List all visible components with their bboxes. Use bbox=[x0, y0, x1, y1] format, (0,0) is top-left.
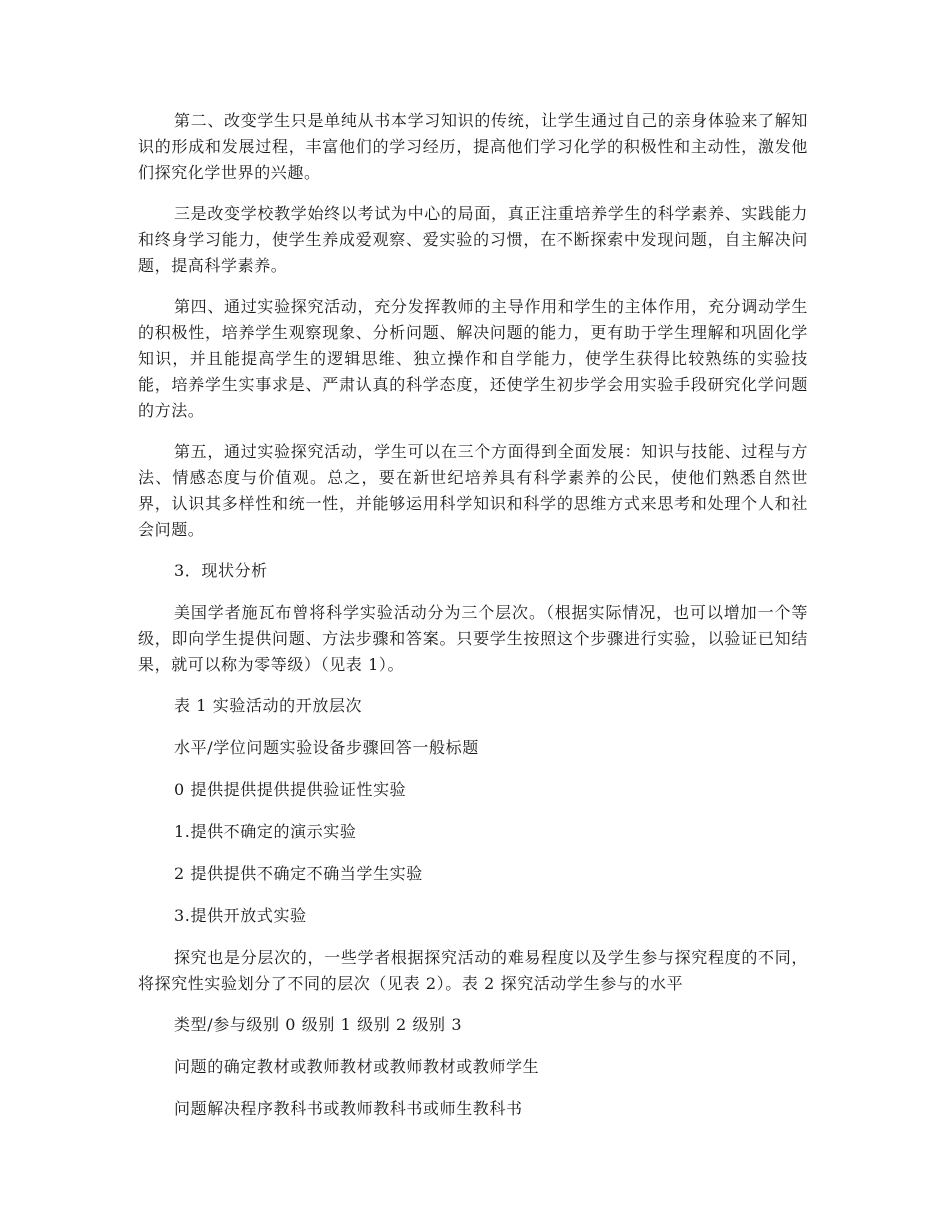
paragraph-inquiry-levels: 探究也是分层次的，一些学者根据探究活动的难易程度以及学生参与探究程度的不同，将探究性实验划分了不同的层次（见表 2）。表 2 探究活动学生参与的水平 bbox=[138, 948, 808, 993]
table-1-row-3: 3.提供开放式实验 bbox=[174, 906, 307, 925]
paragraph-third-point: 三是改变学校教学始终以考试为中心的局面，真正注重培养学生的科学素养、实践能力和终身学习能力，使学生养成爱观察、爱实验的习惯，在不断探索中发现问题，自主解决问题，提高科学素养。 bbox=[138, 204, 808, 275]
table-2-row-procedure: 问题解决程序教科书或教师教科书或师生教科书 bbox=[174, 1099, 523, 1118]
table-1-row-1: 1.提供不确定的演示实验 bbox=[174, 822, 357, 841]
table-1-header-row: 水平/学位问题实验设备步骤回答一般标题 bbox=[174, 738, 479, 757]
paragraph-schwab-levels: 美国学者施瓦布曾将科学实验活动分为三个层次。（根据实际情况，也可以增加一个等级，即向学生提供问题、方法步骤和答案。只要学生按照这个步骤进行实验，以验证已知结果，就可以称为零等级）（见表 1）。 bbox=[138, 603, 808, 674]
table-1-caption: 表 1 实验活动的开放层次 bbox=[174, 696, 363, 715]
paragraph-fourth-point: 第四、通过实验探究活动，充分发挥教师的主导作用和学生的主体作用，充分调动学生的积极性，培养学生观察现象、分析问题、解决问题的能力，更有助于学生理解和巩固化学知识，并且能提高学生的逻辑思维、独立操作和自学能力，使学生获得比较熟练的实验技能，培养学生实事求是、严肃认真的科学态度，还使学生初步学会用实验手段研究化学问题的方法。 bbox=[138, 297, 808, 420]
paragraph-fifth-point: 第五，通过实验探究活动，学生可以在三个方面得到全面发展：知识与技能、过程与方法、情感态度与价值观。总之，要在新世纪培养具有科学素养的公民，使他们熟悉自然世界，认识其多样性和统一性，并能够运用科学知识和科学的思维方式来思考和处理个人和社会问题。 bbox=[138, 442, 808, 539]
table-2-row-problem: 问题的确定教材或教师教材或教师教材或教师学生 bbox=[174, 1057, 540, 1076]
document-body bbox=[138, 108, 808, 1138]
table-1-row-2: 2 提供提供不确定不确当学生实验 bbox=[174, 864, 423, 883]
table-1-row-0: 0 提供提供提供提供验证性实验 bbox=[174, 780, 407, 799]
section-heading-status-analysis: 3．现状分析 bbox=[174, 561, 268, 580]
paragraph-second-point: 第二、改变学生只是单纯从书本学习知识的传统，让学生通过自己的亲身体验来了解知识的形成和发展过程，丰富他们的学习经历，提高他们学习化学的积极性和主动性，激发他们探究化学世界的兴趣。 bbox=[138, 111, 808, 182]
table-2-header-row: 类型/参与级别 0 级别 1 级别 2 级别 3 bbox=[174, 1015, 463, 1034]
